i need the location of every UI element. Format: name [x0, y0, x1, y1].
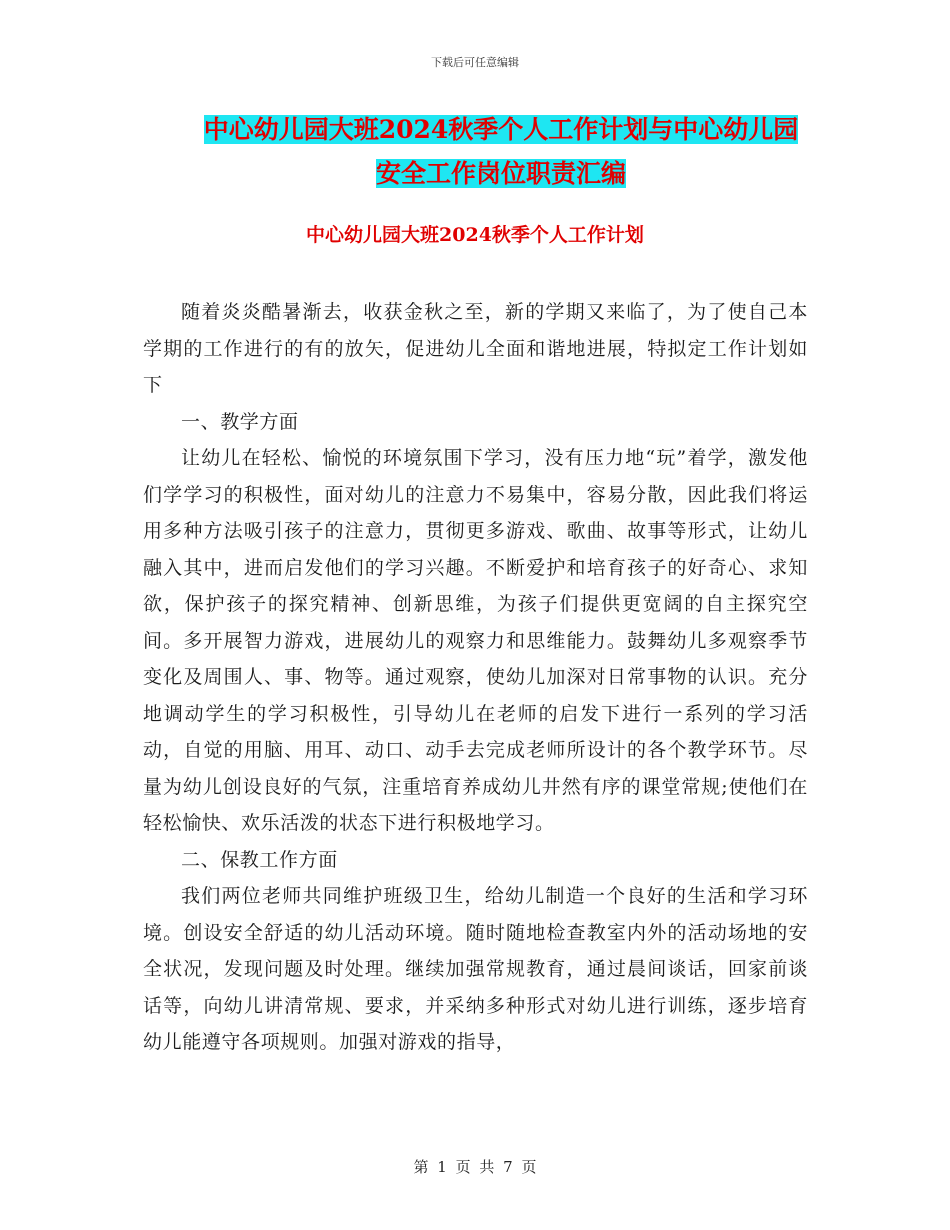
paragraph-care: 我们两位老师共同维护班级卫生，给幼儿制造一个良好的生活和学习环境。创设安全舒适的幼儿活动环境。随时随地检查教室内外的活动场地的安全状况，发现问题及时处理。继续加强常规教育，通过晨间谈话，回家前谈话等，向幼儿讲清常规、要求，并采纳多种形式对幼儿进行训练，逐步培育幼儿能遵守各项规则。加强对游戏的指导， — [143, 885, 808, 1053]
heading-care: 二、保教工作方面 — [181, 848, 338, 871]
section-title: 中心幼儿园大班2024秋季个人工作计划 — [306, 224, 644, 246]
paragraph-teaching: 让幼儿在轻松、愉悦的环境氛围下学习，没有压力地“玩”着学，激发他们学学习的积极性，面对幼儿的注意力不易集中，容易分散，因此我们将运用多种方法吸引孩子的注意力，贯彻更多游戏、歌曲、故事等形式，让幼儿融入其中，进而启发他们的学习兴趣。不断爱护和培育孩子的好奇心、求知欲，保护孩子的探究精神、创新思维，为孩子们提供更宽阔的自主探究空间。多开展智力游戏，进展幼儿的观察力和思维能力。鼓舞幼儿多观察季节变化及周围人、事、物等。通过观察，使幼儿加深对日常事物的认识。充分地调动学生的学习积极性，引导幼儿在老师的启发下进行一系列的学习活动，自觉的用脑、用耳、动口、动手去完成老师所设计的各个教学环节。尽量为幼儿创设良好的气氛，注重培育养成幼儿井然有序的课堂常规;使他们在轻松愉快、欢乐活泼的状态下进行积极地学习。 — [143, 447, 808, 834]
document-title-line-2: 安全工作岗位职责汇编 — [375, 159, 626, 188]
paragraph-intro: 随着炎炎酷暑渐去，收获金秋之至，新的学期又来临了，为了使自己本学期的工作进行的有的放矢，促进幼儿全面和谐地进展，特拟定工作计划如下 — [143, 301, 808, 396]
page-indicator: 第 1 页 共 7 页 — [413, 1158, 537, 1176]
document-title — [186, 108, 816, 196]
heading-teaching: 一、教学方面 — [181, 410, 299, 433]
document-title-line-1: 中心幼儿园大班2024秋季个人工作计划与中心幼儿园 — [203, 115, 799, 144]
body-text — [143, 294, 808, 1061]
header-note: 下载后可任意编辑 — [431, 56, 519, 69]
